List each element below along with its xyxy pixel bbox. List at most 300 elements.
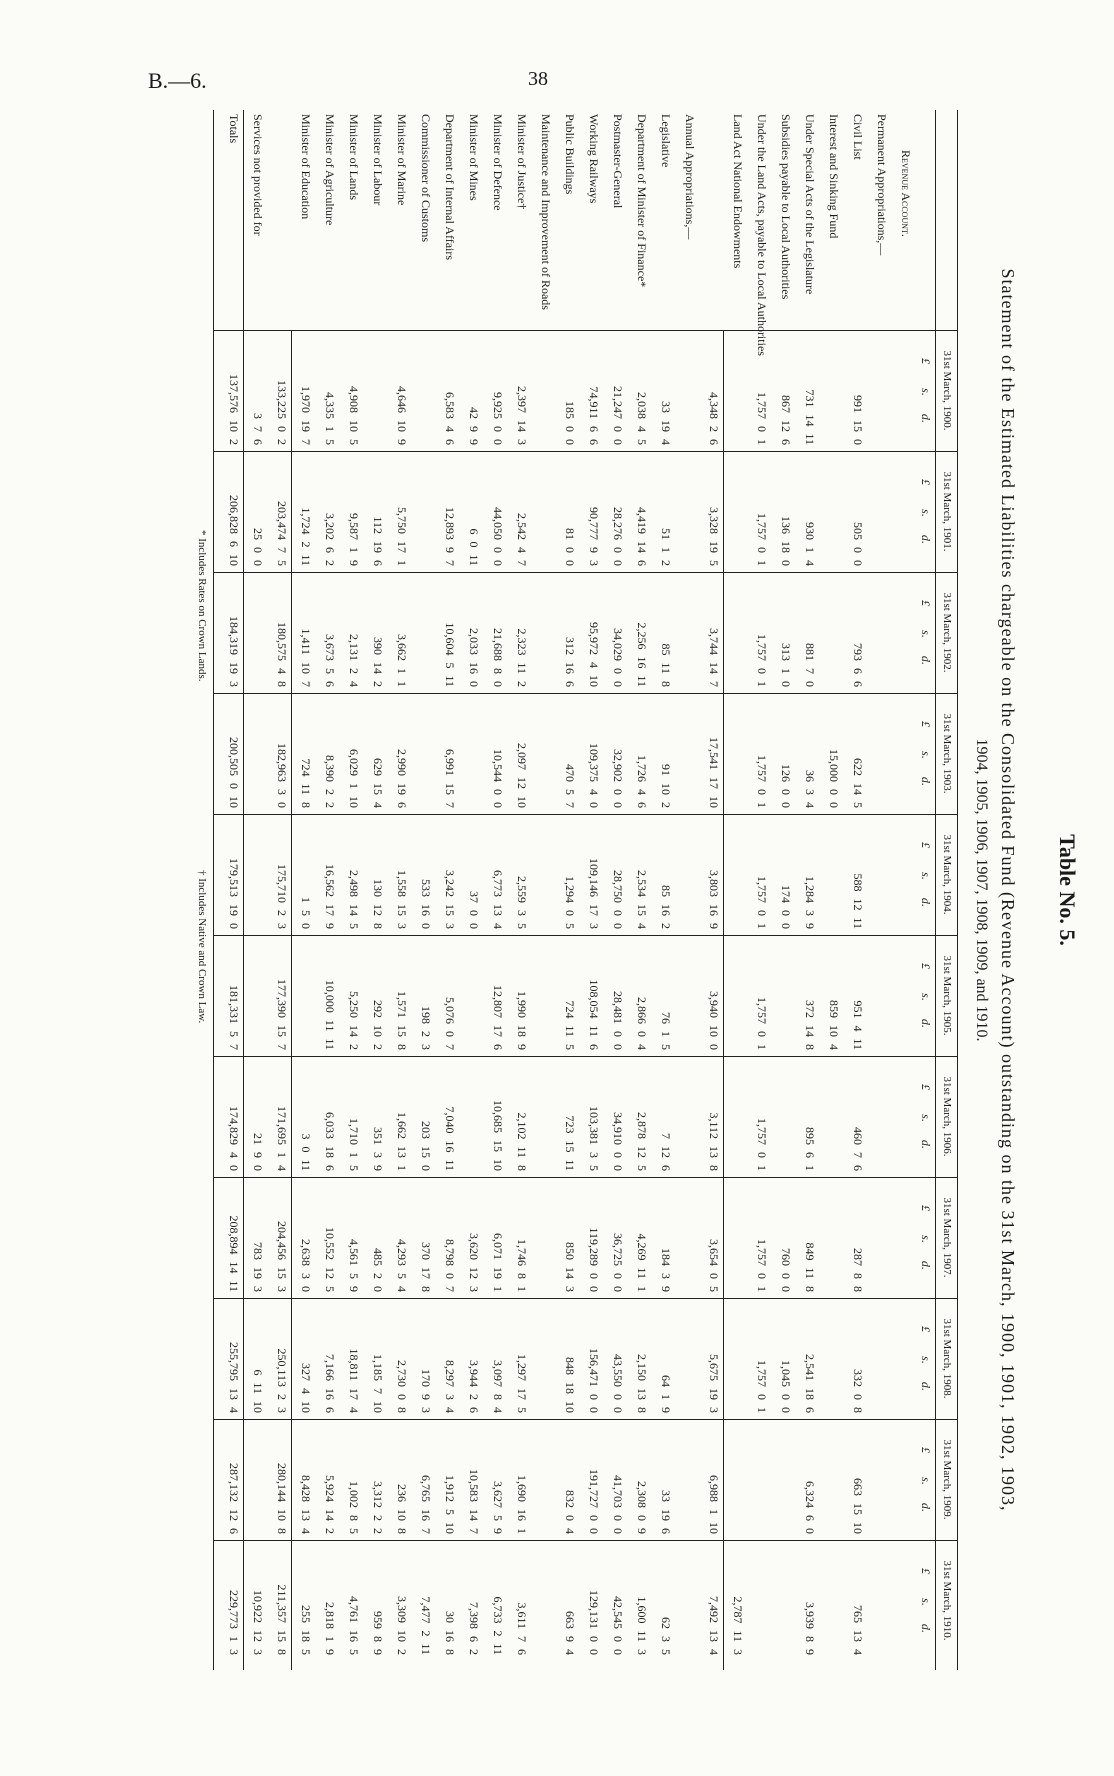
table-cell: 36,725 0 0 bbox=[611, 1233, 625, 1292]
table-cell: 370 17 8 bbox=[419, 1242, 433, 1292]
table-cell: 8,390 2 2 bbox=[323, 755, 337, 808]
table-cell: 3,097 8 4 bbox=[491, 1360, 505, 1413]
table-cell: 5,076 0 7 bbox=[443, 997, 457, 1050]
row-label: Minister of Lands bbox=[347, 114, 361, 200]
table-cell: 136 18 0 bbox=[779, 516, 793, 566]
column-header: 31st March, 1903. bbox=[941, 713, 953, 794]
table-cell: 6 11 10 bbox=[251, 1369, 265, 1413]
unit-header: £ s. d. bbox=[919, 600, 933, 665]
table-cell: 2,308 0 9 bbox=[635, 1481, 649, 1534]
table-cell: 1,757 0 1 bbox=[755, 755, 769, 808]
table-cell: 255,795 13 4 bbox=[227, 1342, 241, 1413]
table-cell: 3,744 14 7 bbox=[707, 628, 721, 687]
column-header: 31st March, 1901. bbox=[941, 471, 953, 552]
table-cell: 3,944 2 6 bbox=[467, 1360, 481, 1413]
table-cell: 175,710 2 3 bbox=[275, 864, 289, 929]
table-cell: 8,297 3 4 bbox=[443, 1360, 457, 1413]
table-cell: 28,481 0 0 bbox=[611, 991, 625, 1050]
table-cell: 10,922 12 3 bbox=[251, 1590, 265, 1655]
row-label: Maintenance and Improvement of Roads bbox=[539, 114, 553, 310]
subtotal-rule bbox=[723, 330, 724, 1670]
table-cell: 2,542 4 7 bbox=[515, 513, 529, 566]
unit-header: £ s. d. bbox=[919, 1205, 933, 1270]
table-cell: 6,583 4 6 bbox=[443, 392, 457, 445]
column-header: 31st March, 1904. bbox=[941, 834, 953, 915]
table-cell: 182,963 3 0 bbox=[275, 743, 289, 808]
table-cell: 181,331 5 7 bbox=[227, 985, 241, 1050]
table-cell: 7,040 16 11 bbox=[443, 1106, 457, 1171]
unit-header: £ s. d. bbox=[919, 1568, 933, 1633]
table-cell: 28,750 0 0 bbox=[611, 870, 625, 929]
table-cell: 2,397 14 3 bbox=[515, 386, 529, 445]
row-label: Services not provided for bbox=[251, 114, 265, 236]
column-rule bbox=[214, 451, 958, 452]
table-cell: 21,247 0 0 bbox=[611, 386, 625, 445]
table-cell: 1,912 5 10 bbox=[443, 1475, 457, 1534]
table-cell: 2,559 3 5 bbox=[515, 876, 529, 929]
row-label: Minister of Justice† bbox=[515, 114, 529, 210]
table-cell: 2,534 15 4 bbox=[635, 870, 649, 929]
column-rule bbox=[214, 693, 958, 694]
table-cell: 663 9 4 bbox=[563, 1611, 577, 1655]
row-label: Revenue Account. bbox=[899, 150, 913, 237]
table-cell: 185 0 0 bbox=[563, 401, 577, 445]
table-cell: 43,550 0 0 bbox=[611, 1354, 625, 1413]
table-cell: 91 10 2 bbox=[659, 764, 673, 808]
label-column-rule bbox=[214, 330, 958, 331]
table-cell: 3,662 1 1 bbox=[395, 634, 409, 687]
table-bottom-rule bbox=[213, 110, 214, 1670]
column-header: 31st March, 1900. bbox=[941, 350, 953, 431]
table-cell: 1,297 17 5 bbox=[515, 1354, 529, 1413]
row-label: Minister of Mines bbox=[467, 114, 481, 201]
table-cell: 280,144 10 8 bbox=[275, 1463, 289, 1534]
column-rule bbox=[214, 572, 958, 573]
table-cell: 37 0 0 bbox=[467, 891, 481, 929]
table-cell: 184 3 9 bbox=[659, 1248, 673, 1292]
table-cell: 28,276 0 0 bbox=[611, 507, 625, 566]
table-cell: 5,250 14 2 bbox=[347, 991, 361, 1050]
table-cell: 64 1 9 bbox=[659, 1375, 673, 1413]
table-cell: 7,398 6 2 bbox=[467, 1602, 481, 1655]
table-cell: 1,746 8 1 bbox=[515, 1239, 529, 1292]
table-cell: 180,575 4 8 bbox=[275, 622, 289, 687]
table-cell: 119,289 0 0 bbox=[587, 1227, 601, 1292]
table-cell: 2,990 19 6 bbox=[395, 749, 409, 808]
table-cell: 109,146 17 3 bbox=[587, 858, 601, 929]
row-label: Interest and Sinking Fund bbox=[827, 114, 841, 239]
table-cell: 2,730 0 8 bbox=[395, 1360, 409, 1413]
table-cell: 1,757 0 1 bbox=[755, 1239, 769, 1292]
table-cell: 137,576 10 2 bbox=[227, 374, 241, 445]
column-header: 31st March, 1907. bbox=[941, 1197, 953, 1278]
table-cell: 15,000 0 0 bbox=[827, 749, 841, 808]
column-rule bbox=[214, 1419, 958, 1420]
table-cell: 1,757 0 1 bbox=[755, 1360, 769, 1413]
table-cell: 6,029 1 10 bbox=[347, 749, 361, 808]
table-cell: 126 0 0 bbox=[779, 764, 793, 808]
rotated-table-page bbox=[180, 110, 1080, 1670]
table-cell: 849 11 8 bbox=[803, 1242, 817, 1292]
table-cell: 1,600 11 3 bbox=[635, 1596, 649, 1655]
table-cell: 174 0 0 bbox=[779, 885, 793, 929]
table-cell: 12,807 17 6 bbox=[491, 985, 505, 1050]
table-cell: 1,757 0 1 bbox=[755, 634, 769, 687]
table-cell: 191,727 0 0 bbox=[587, 1469, 601, 1534]
table-cell: 130 12 8 bbox=[371, 879, 385, 929]
table-cell: 211,357 15 8 bbox=[275, 1584, 289, 1655]
table-cell: 108,054 11 6 bbox=[587, 979, 601, 1050]
table-cell: 663 15 10 bbox=[851, 1478, 865, 1534]
table-cell: 5,750 17 1 bbox=[395, 507, 409, 566]
table-cell: 2,150 13 8 bbox=[635, 1354, 649, 1413]
table-cell: 4,908 10 5 bbox=[347, 386, 361, 445]
table-cell: 7 12 6 bbox=[659, 1133, 673, 1171]
table-cell: 1,045 0 0 bbox=[779, 1360, 793, 1413]
table-cell: 112 19 6 bbox=[371, 516, 385, 566]
unit-header: £ s. d. bbox=[919, 1326, 933, 1391]
table-cell: 505 0 0 bbox=[851, 522, 865, 566]
table-cell: 5,675 19 3 bbox=[707, 1354, 721, 1413]
table-cell: 2,498 14 5 bbox=[347, 870, 361, 929]
table-cell: 3,112 13 8 bbox=[707, 1112, 721, 1171]
table-cell: 1,757 0 1 bbox=[755, 1118, 769, 1171]
table-cell: 33 19 4 bbox=[659, 401, 673, 445]
table-cell: 372 14 8 bbox=[803, 1000, 817, 1050]
subtotal-rule bbox=[291, 330, 292, 1670]
table-header-rule bbox=[935, 110, 936, 1670]
table-cell: 1,294 0 5 bbox=[563, 876, 577, 929]
table-cell: 34,910 0 0 bbox=[611, 1112, 625, 1171]
row-label: Department of Minister of Finance* bbox=[635, 114, 649, 288]
table-cell: 2,038 4 5 bbox=[635, 392, 649, 445]
liabilities-table bbox=[218, 110, 958, 1670]
table-cell: 2,541 18 6 bbox=[803, 1354, 817, 1413]
table-number: Table No. 5. bbox=[1055, 834, 1080, 946]
table-cell: 103,381 3 5 bbox=[587, 1106, 601, 1171]
column-header: 31st March, 1908. bbox=[941, 1318, 953, 1399]
row-label: Postmaster-General bbox=[611, 114, 625, 209]
table-cell: 8,798 0 7 bbox=[443, 1239, 457, 1292]
table-cell: 6 0 11 bbox=[467, 528, 481, 566]
table-cell: 62 3 5 bbox=[659, 1617, 673, 1655]
column-header: 31st March, 1909. bbox=[941, 1439, 953, 1520]
unit-header: £ s. d. bbox=[919, 358, 933, 423]
table-cell: 1,571 15 8 bbox=[395, 991, 409, 1050]
footnote-justice: † Includes Native and Crown Law. bbox=[196, 870, 208, 1024]
row-label: Minister of Agriculture bbox=[323, 114, 337, 226]
table-cell: 129,131 0 0 bbox=[587, 1590, 601, 1655]
table-cell: 95,972 4 10 bbox=[587, 622, 601, 687]
table-cell: 236 10 8 bbox=[395, 1484, 409, 1534]
table-cell: 867 12 6 bbox=[779, 395, 793, 445]
row-label: Minister of Defence bbox=[491, 114, 505, 211]
table-cell: 881 7 0 bbox=[803, 643, 817, 687]
table-cell: 198 2 3 bbox=[419, 1006, 433, 1050]
column-header: 31st March, 1902. bbox=[941, 592, 953, 673]
unit-header: £ s. d. bbox=[919, 479, 933, 544]
table-cell: 629 15 4 bbox=[371, 758, 385, 808]
table-cell: 760 0 0 bbox=[779, 1248, 793, 1292]
table-caption: Statement of the Estimated Liabilities chargeable on the Consolidated Fund (Revenue Account) outstanding on the 31st March, 1900, 1901, 1902, 1903, bbox=[998, 268, 1018, 1512]
table-top-rule bbox=[957, 110, 958, 1670]
table-cell: 4,293 5 4 bbox=[395, 1239, 409, 1292]
table-cell: 3,627 5 9 bbox=[491, 1481, 505, 1534]
table-cell: 9,925 0 0 bbox=[491, 392, 505, 445]
table-cell: 41,703 0 0 bbox=[611, 1475, 625, 1534]
table-cell: 6,765 16 7 bbox=[419, 1475, 433, 1534]
table-cell: 177,390 15 7 bbox=[275, 979, 289, 1050]
column-header: 31st March, 1905. bbox=[941, 955, 953, 1036]
table-cell: 930 1 4 bbox=[803, 522, 817, 566]
table-cell: 10,583 14 7 bbox=[467, 1469, 481, 1534]
table-cell: 4,561 5 9 bbox=[347, 1239, 361, 1292]
table-cell: 2,033 16 0 bbox=[467, 628, 481, 687]
table-cell: 313 1 0 bbox=[779, 643, 793, 687]
table-cell: 90,777 9 3 bbox=[587, 507, 601, 566]
table-cell: 32,902 0 0 bbox=[611, 749, 625, 808]
table-cell: 731 14 11 bbox=[803, 389, 817, 445]
table-cell: 10,544 0 0 bbox=[491, 749, 505, 808]
table-cell: 390 14 2 bbox=[371, 637, 385, 687]
table-cell: 10,685 15 10 bbox=[491, 1100, 505, 1171]
table-cell: 6,033 18 6 bbox=[323, 1112, 337, 1171]
table-cell: 109,375 4 0 bbox=[587, 743, 601, 808]
table-cell: 959 8 9 bbox=[371, 1611, 385, 1655]
table-cell: 2,323 11 2 bbox=[515, 628, 529, 687]
table-cell: 2,102 11 8 bbox=[515, 1112, 529, 1171]
table-cell: 179,513 19 0 bbox=[227, 858, 241, 929]
row-label: Annual Appropriations,— bbox=[683, 114, 697, 240]
row-label: Public Buildings bbox=[563, 114, 577, 195]
table-cell: 170 9 3 bbox=[419, 1369, 433, 1413]
column-rule bbox=[214, 1298, 958, 1299]
table-cell: 34,029 0 0 bbox=[611, 628, 625, 687]
table-cell: 287 8 8 bbox=[851, 1248, 865, 1292]
table-cell: 250,113 2 3 bbox=[275, 1348, 289, 1413]
table-cell: 4,348 2 6 bbox=[707, 392, 721, 445]
table-cell: 74,911 6 6 bbox=[587, 386, 601, 445]
table-cell: 848 18 10 bbox=[563, 1357, 577, 1413]
table-cell: 991 15 0 bbox=[851, 395, 865, 445]
table-cell: 206,828 6 10 bbox=[227, 495, 241, 566]
table-cell: 783 19 3 bbox=[251, 1242, 265, 1292]
column-header: 31st March, 1906. bbox=[941, 1076, 953, 1157]
table-cell: 6,773 13 4 bbox=[491, 870, 505, 929]
table-cell: 895 6 1 bbox=[803, 1127, 817, 1171]
table-cell: 171,695 1 4 bbox=[275, 1106, 289, 1171]
column-header: 31st March, 1910. bbox=[941, 1560, 953, 1641]
row-label: Legislative bbox=[659, 114, 673, 168]
table-cell: 12,893 9 7 bbox=[443, 507, 457, 566]
table-cell: 18,811 17 4 bbox=[347, 1348, 361, 1413]
unit-header: £ s. d. bbox=[919, 1084, 933, 1149]
table-cell: 8,428 13 4 bbox=[299, 1475, 313, 1534]
table-cell: 859 10 4 bbox=[827, 1000, 841, 1050]
table-cell: 9,587 1 9 bbox=[347, 513, 361, 566]
row-label: Under the Land Acts, payable to Local Authorities bbox=[755, 114, 769, 356]
column-rule bbox=[214, 1540, 958, 1541]
table-cell: 1,726 4 6 bbox=[635, 755, 649, 808]
table-cell: 3,803 16 9 bbox=[707, 870, 721, 929]
table-cell: 292 10 2 bbox=[371, 1000, 385, 1050]
table-cell: 3,654 0 5 bbox=[707, 1239, 721, 1292]
table-cell: 3,242 15 3 bbox=[443, 870, 457, 929]
row-label: Subsidies payable to Local Authorities bbox=[779, 114, 793, 300]
table-cell: 6,071 19 1 bbox=[491, 1233, 505, 1292]
table-cell: 2,818 1 9 bbox=[323, 1602, 337, 1655]
table-cell: 42,545 0 0 bbox=[611, 1596, 625, 1655]
totals-rule bbox=[243, 110, 244, 1670]
table-cell: 17,541 17 10 bbox=[707, 737, 721, 808]
table-cell: 951 4 11 bbox=[851, 1000, 865, 1050]
table-cell: 1,690 16 1 bbox=[515, 1475, 529, 1534]
table-cell: 1,990 18 9 bbox=[515, 991, 529, 1050]
table-cell: 25 0 0 bbox=[251, 528, 265, 566]
table-cell: 3,673 5 6 bbox=[323, 634, 337, 687]
table-cell: 204,456 15 3 bbox=[275, 1221, 289, 1292]
table-cell: 255 18 5 bbox=[299, 1605, 313, 1655]
table-cell: 460 7 6 bbox=[851, 1127, 865, 1171]
table-cell: 5,924 14 2 bbox=[323, 1475, 337, 1534]
table-cell: 3,940 10 0 bbox=[707, 991, 721, 1050]
row-label: Civil List bbox=[851, 114, 865, 160]
table-cell: 44,050 0 0 bbox=[491, 507, 505, 566]
table-cell: 133,225 0 2 bbox=[275, 380, 289, 445]
table-cell: 6,988 1 10 bbox=[707, 1475, 721, 1534]
table-cell: 85 11 8 bbox=[659, 643, 673, 687]
table-cell: 724 11 8 bbox=[299, 758, 313, 808]
table-cell: 30 16 8 bbox=[443, 1611, 457, 1655]
table-cell: 2,097 12 10 bbox=[515, 743, 529, 808]
row-label: Working Railways bbox=[587, 114, 601, 204]
table-cell: 351 3 9 bbox=[371, 1127, 385, 1171]
table-cell: 4,761 16 5 bbox=[347, 1596, 361, 1655]
table-cell: 1,757 0 1 bbox=[755, 876, 769, 929]
row-label: Totals bbox=[227, 114, 241, 144]
table-cell: 4,646 10 9 bbox=[395, 386, 409, 445]
page-reference: B.—6. bbox=[148, 68, 207, 93]
table-cell: 42 9 9 bbox=[467, 407, 481, 445]
table-cell: 287,132 12 6 bbox=[227, 1463, 241, 1534]
unit-header: £ s. d. bbox=[919, 721, 933, 786]
table-cell: 3,328 19 5 bbox=[707, 507, 721, 566]
table-cell: 81 0 0 bbox=[563, 528, 577, 566]
table-cell: 4,335 1 5 bbox=[323, 392, 337, 445]
table-cell: 7,166 16 6 bbox=[323, 1354, 337, 1413]
table-cell: 1 5 0 bbox=[299, 897, 313, 929]
table-cell: 485 2 0 bbox=[371, 1248, 385, 1292]
table-cell: 10,552 12 5 bbox=[323, 1227, 337, 1292]
table-cell: 10,604 5 11 bbox=[443, 622, 457, 687]
row-label: Minister of Labour bbox=[371, 114, 385, 206]
table-cell: 4,419 14 6 bbox=[635, 507, 649, 566]
table-cell: 156,471 0 0 bbox=[587, 1348, 601, 1413]
table-cell: 1,002 8 5 bbox=[347, 1481, 361, 1534]
table-cell: 1,411 10 7 bbox=[299, 628, 313, 687]
table-cell: 85 16 2 bbox=[659, 885, 673, 929]
footnote-finance: * Includes Rates on Crown Lands. bbox=[196, 530, 208, 682]
table-cell: 793 6 6 bbox=[851, 643, 865, 687]
unit-header: £ s. d. bbox=[919, 842, 933, 907]
table-cell: 7,477 2 11 bbox=[419, 1596, 433, 1655]
table-cell: 2,256 16 11 bbox=[635, 622, 649, 687]
table-cell: 7,492 13 4 bbox=[707, 1596, 721, 1655]
table-cell: 3,620 12 3 bbox=[467, 1233, 481, 1292]
unit-header: £ s. d. bbox=[919, 1447, 933, 1512]
table-cell: 3,939 8 9 bbox=[803, 1602, 817, 1655]
table-cell: 174,829 4 0 bbox=[227, 1106, 241, 1171]
table-cell: 1,757 0 1 bbox=[755, 997, 769, 1050]
column-rule bbox=[214, 814, 958, 815]
row-label: Commissioner of Customs bbox=[419, 114, 433, 243]
table-cell: 327 4 10 bbox=[299, 1363, 313, 1413]
table-cell: 10,000 11 11 bbox=[323, 979, 337, 1050]
table-cell: 208,894 14 11 bbox=[227, 1215, 241, 1292]
table-cell: 203 15 0 bbox=[419, 1121, 433, 1171]
table-cell: 850 14 3 bbox=[563, 1242, 577, 1292]
table-cell: 6,324 6 0 bbox=[803, 1481, 817, 1534]
table-cell: 765 13 4 bbox=[851, 1605, 865, 1655]
table-cell: 21,688 8 0 bbox=[491, 628, 505, 687]
table-cell: 1,757 0 1 bbox=[755, 392, 769, 445]
table-cell: 2,638 3 0 bbox=[299, 1239, 313, 1292]
table-cell: 622 14 5 bbox=[851, 758, 865, 808]
table-cell: 6,991 15 7 bbox=[443, 749, 457, 808]
table-cell: 3,312 2 2 bbox=[371, 1481, 385, 1534]
table-cell: 200,505 0 10 bbox=[227, 737, 241, 808]
table-cell: 6,733 2 11 bbox=[491, 1596, 505, 1655]
table-cell: 21 9 0 bbox=[251, 1133, 265, 1171]
table-cell: 832 0 4 bbox=[563, 1490, 577, 1534]
table-cell: 1,970 19 7 bbox=[299, 386, 313, 445]
table-cell: 1,284 3 9 bbox=[803, 876, 817, 929]
table-cell: 229,773 1 3 bbox=[227, 1590, 241, 1655]
table-cell: 1,185 7 10 bbox=[371, 1354, 385, 1413]
row-label: Minister of Marine bbox=[395, 114, 409, 206]
table-cell: 533 16 0 bbox=[419, 879, 433, 929]
table-cell: 588 12 11 bbox=[851, 873, 865, 929]
row-label: Minister of Education bbox=[299, 114, 313, 220]
row-label: Under Special Acts of the Legislature bbox=[803, 114, 817, 295]
table-cell: 33 19 6 bbox=[659, 1490, 673, 1534]
table-cell: 2,131 2 4 bbox=[347, 634, 361, 687]
table-cell: 312 16 6 bbox=[563, 637, 577, 687]
table-cell: 3 7 6 bbox=[251, 413, 265, 445]
table-cell: 51 1 2 bbox=[659, 528, 673, 566]
row-label: Department of Internal Affairs bbox=[443, 114, 457, 261]
table-cell: 1,710 1 5 bbox=[347, 1118, 361, 1171]
table-cell: 470 5 7 bbox=[563, 764, 577, 808]
table-cell: 723 15 11 bbox=[563, 1115, 577, 1171]
table-cell: 76 1 5 bbox=[659, 1012, 673, 1050]
column-rule bbox=[214, 1056, 958, 1057]
table-cell: 1,558 15 3 bbox=[395, 870, 409, 929]
table-cell: 1,662 13 1 bbox=[395, 1112, 409, 1171]
unit-header: £ s. d. bbox=[919, 963, 933, 1028]
table-cell: 2,866 0 4 bbox=[635, 997, 649, 1050]
table-cell: 2,787 11 3 bbox=[731, 1596, 745, 1655]
table-cell: 16,562 17 9 bbox=[323, 864, 337, 929]
table-cell: 332 0 8 bbox=[851, 1369, 865, 1413]
column-rule bbox=[214, 935, 958, 936]
column-rule bbox=[214, 1177, 958, 1178]
table-cell: 36 3 4 bbox=[803, 770, 817, 808]
row-label: Permanent Appropriations,— bbox=[875, 114, 889, 256]
table-cell: 4,269 11 1 bbox=[635, 1233, 649, 1292]
table-cell: 203,474 7 5 bbox=[275, 501, 289, 566]
table-cell: 3,309 10 2 bbox=[395, 1596, 409, 1655]
